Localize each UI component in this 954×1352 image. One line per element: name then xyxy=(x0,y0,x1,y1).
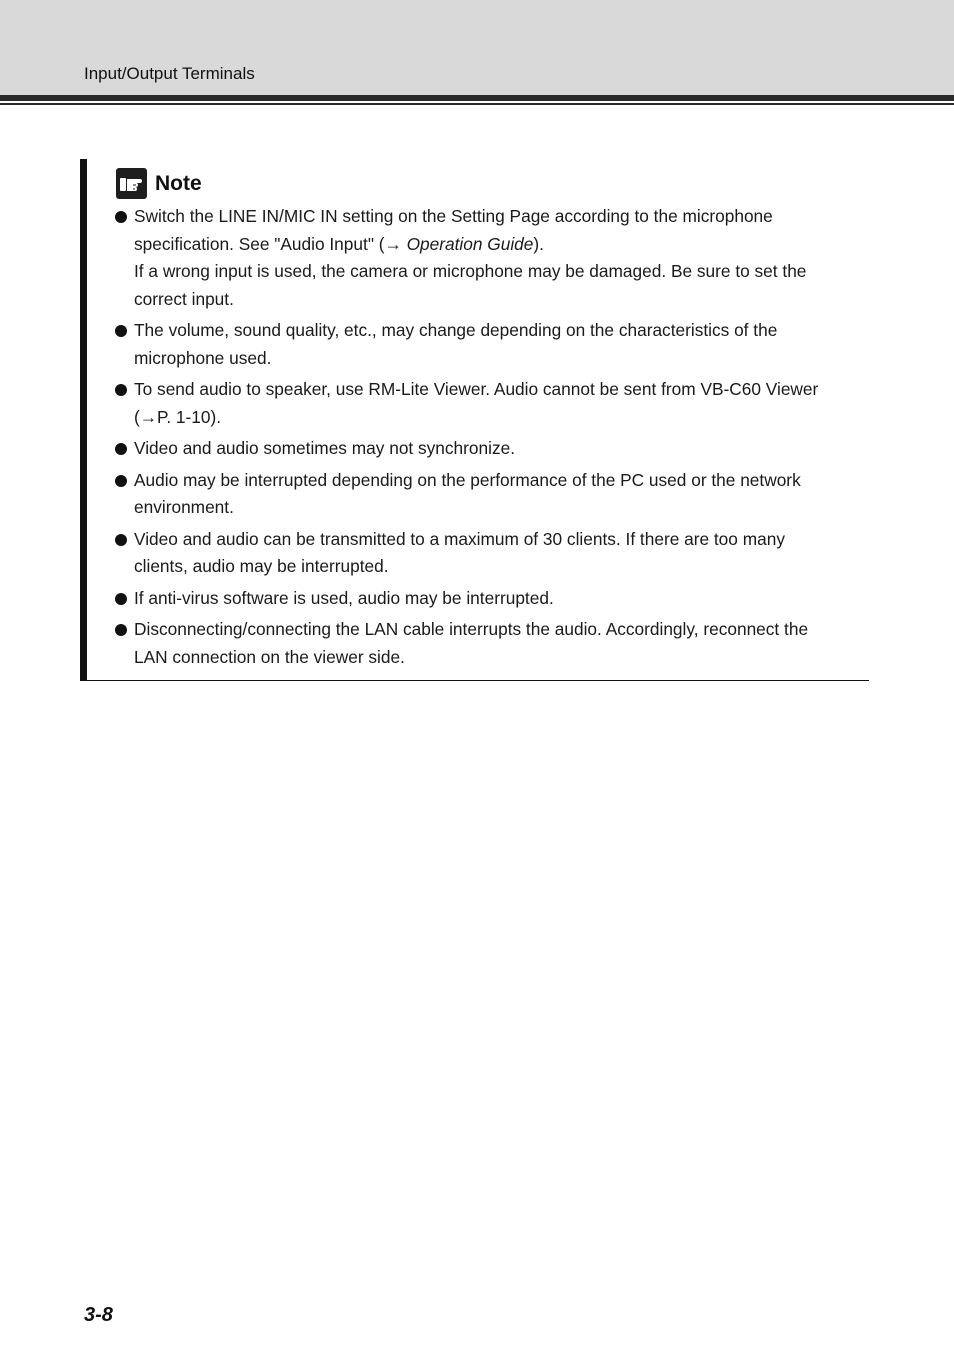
bullet-icon xyxy=(115,384,127,396)
line-text: specification. See "Audio Input" (→ xyxy=(134,233,407,254)
pointing-hand-icon xyxy=(116,168,147,199)
bullet-icon xyxy=(115,534,127,546)
list-item xyxy=(114,317,864,372)
list-item xyxy=(114,467,864,522)
list-item-line: environment. xyxy=(134,497,234,517)
list-item-line: The volume, sound quality, etc., may change depending on the characteristics of the xyxy=(134,320,778,340)
bullet-icon xyxy=(115,475,127,487)
list-item xyxy=(114,526,864,581)
cross-reference: Operation Guide xyxy=(406,233,534,254)
bullet-icon xyxy=(115,443,127,455)
list-item-line: clients, audio may be interrupted. xyxy=(134,556,389,576)
bullet-icon xyxy=(115,624,127,636)
list-item-line: LAN connection on the viewer side. xyxy=(134,646,405,667)
list-item-line: Audio may be interrupted depending on the performance of the PC used or the network xyxy=(134,469,801,490)
bullet-icon xyxy=(115,211,127,223)
list-item-line: (→P. 1-10). xyxy=(134,406,222,427)
list-item xyxy=(114,203,864,313)
list-item-line: Disconnecting/connecting the LAN cable interrupts the audio. Accordingly, reconnect the xyxy=(134,619,809,639)
header-rule-thick xyxy=(0,95,954,101)
list-item-line: Switch the LINE IN/MIC IN setting on the Setting Page according to the microphone xyxy=(134,206,773,226)
list-item xyxy=(114,435,864,463)
list-item-line: If a wrong input is used, the camera or microphone may be damaged. Be sure to set the xyxy=(134,261,807,281)
list-item xyxy=(114,585,864,613)
list-item-line: Video and audio can be transmitted to a maximum of 30 clients. If there are too many xyxy=(134,528,785,549)
bullet-icon xyxy=(115,325,127,337)
section-title: Input/Output Terminals xyxy=(84,64,255,83)
list-item-line: Video and audio sometimes may not synchronize. xyxy=(134,438,516,458)
bullet-icon xyxy=(115,593,127,605)
list-item xyxy=(114,616,864,671)
list-item-line: To send audio to speaker, use RM-Lite Viewer. Audio cannot be sent from VB-C60 Viewer xyxy=(134,379,819,399)
list-item-line: microphone used. xyxy=(134,347,272,368)
list-item-line: correct input. xyxy=(134,288,234,309)
note-heading xyxy=(116,168,202,199)
list-item xyxy=(114,376,864,431)
page-number: 3-8 xyxy=(84,1304,113,1326)
page-header xyxy=(0,0,954,95)
note-label: Note xyxy=(155,171,202,195)
list-item-line xyxy=(134,231,864,259)
header-rule-thin xyxy=(0,103,954,105)
list-item-line: If anti-virus software is used, audio may be interrupted. xyxy=(134,587,554,608)
line-text: ). xyxy=(533,233,544,254)
note-list xyxy=(114,203,864,675)
